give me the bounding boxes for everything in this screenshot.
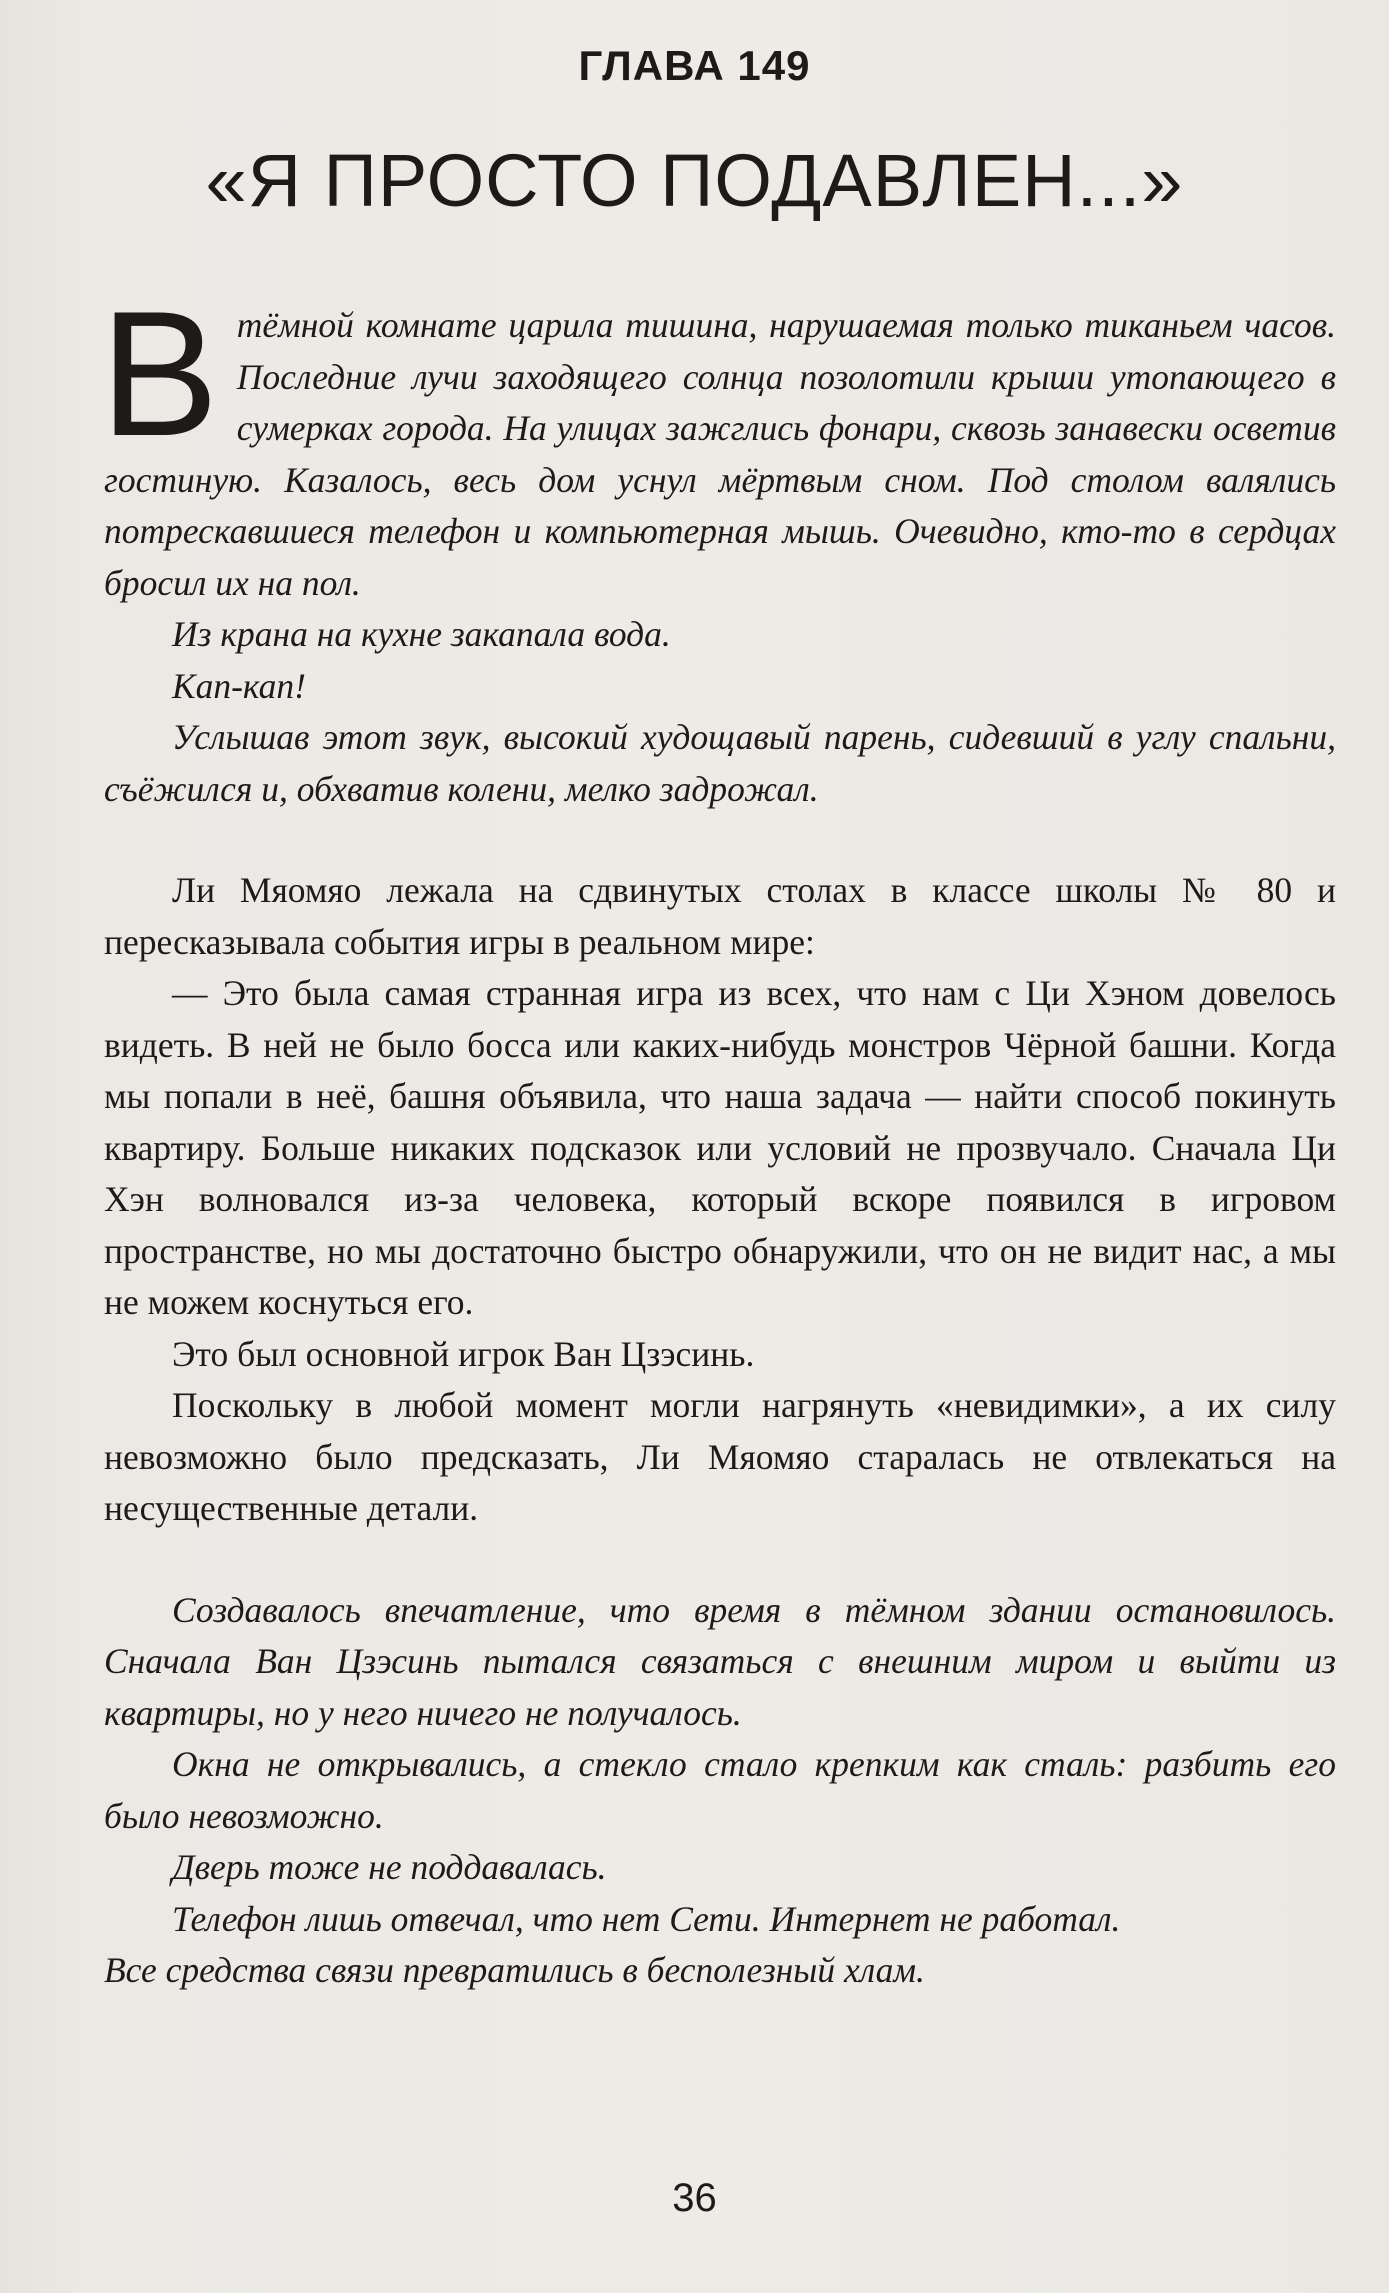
paragraph: Кап-кап! <box>172 665 306 706</box>
paragraph-opening: Втёмной комнате царила тишина, нарушаемая только тиканьем часов. Последние лучи заходящего солнца позолотили крыши утопающего в сумерках города. На улицах зажглись фонари, сквозь занавески осветив гостиную. Казалось, весь дом уснул мёртвым сном. Под столом валялись потрескавшиеся телефон и компьютерная мышь. Очевидно, кто-то в сердцах бросил их на пол. <box>100 274 1336 603</box>
paragraph: — Это была самая странная игра из всех, что нам с Ци Хэном довелось видеть. В ней не было босса или каких-нибудь монстров Чёрной башни. Когда мы попали в неё, башня объявила, что наша задача — найти способ покинуть квартиру. Больше никаких подсказок или условий не прозвучало. Сначала Ци Хэн волновался из-за человека, который вскоре появился в игровом пространстве, но мы достаточно быстро обнаружили, что он не видит нас, а мы не можем коснуться его. <box>104 973 1336 1322</box>
chapter-text <box>100 274 1336 1997</box>
paragraph: Создавалось впечатление, что время в тёмном здании остановилось. Сначала Ван Цзэсинь пытался связаться с внешним миром и выйти из квартиры, но у него ничего не получалось. <box>104 1589 1336 1733</box>
paragraph: Услышав этот звук, высокий худощавый парень, сидевший в углу спальни, съёжился и, обхватив колени, мелко задрожал. <box>104 717 1336 809</box>
paragraph: Это был основной игрок Ван Цзэсинь. <box>172 1333 755 1374</box>
paragraph: Из крана на кухне закапала вода. <box>172 614 671 654</box>
paragraph: Телефон лишь отвечал, что нет Сети. Интернет не работал. <box>172 1898 1121 1939</box>
paragraph: Все средства связи превратились в бесполезный хлам. <box>104 1950 925 1990</box>
paragraph: Ли Мяомяо лежала на сдвинутых столах в классе школы № 80 и пересказывала события игры в реальном мире: <box>104 870 1336 962</box>
page-number: 36 <box>672 2176 717 2220</box>
paragraph: Окна не открывались, а стекло стало крепким как сталь: разбить его было невозможно. <box>104 1744 1336 1836</box>
drop-cap: В <box>100 274 219 473</box>
paragraph: Поскольку в любой момент могли нагрянуть «невидимки», а их силу невозможно было предсказать, Ли Мяомяо старалась не отвлекаться на несущественные детали. <box>104 1385 1336 1528</box>
chapter-label: ГЛАВА 149 <box>578 42 811 89</box>
chapter-title: «Я ПРОСТО ПОДАВЛЕН...» <box>205 139 1184 222</box>
paragraph: Дверь тоже не поддавалась. <box>172 1847 607 1887</box>
